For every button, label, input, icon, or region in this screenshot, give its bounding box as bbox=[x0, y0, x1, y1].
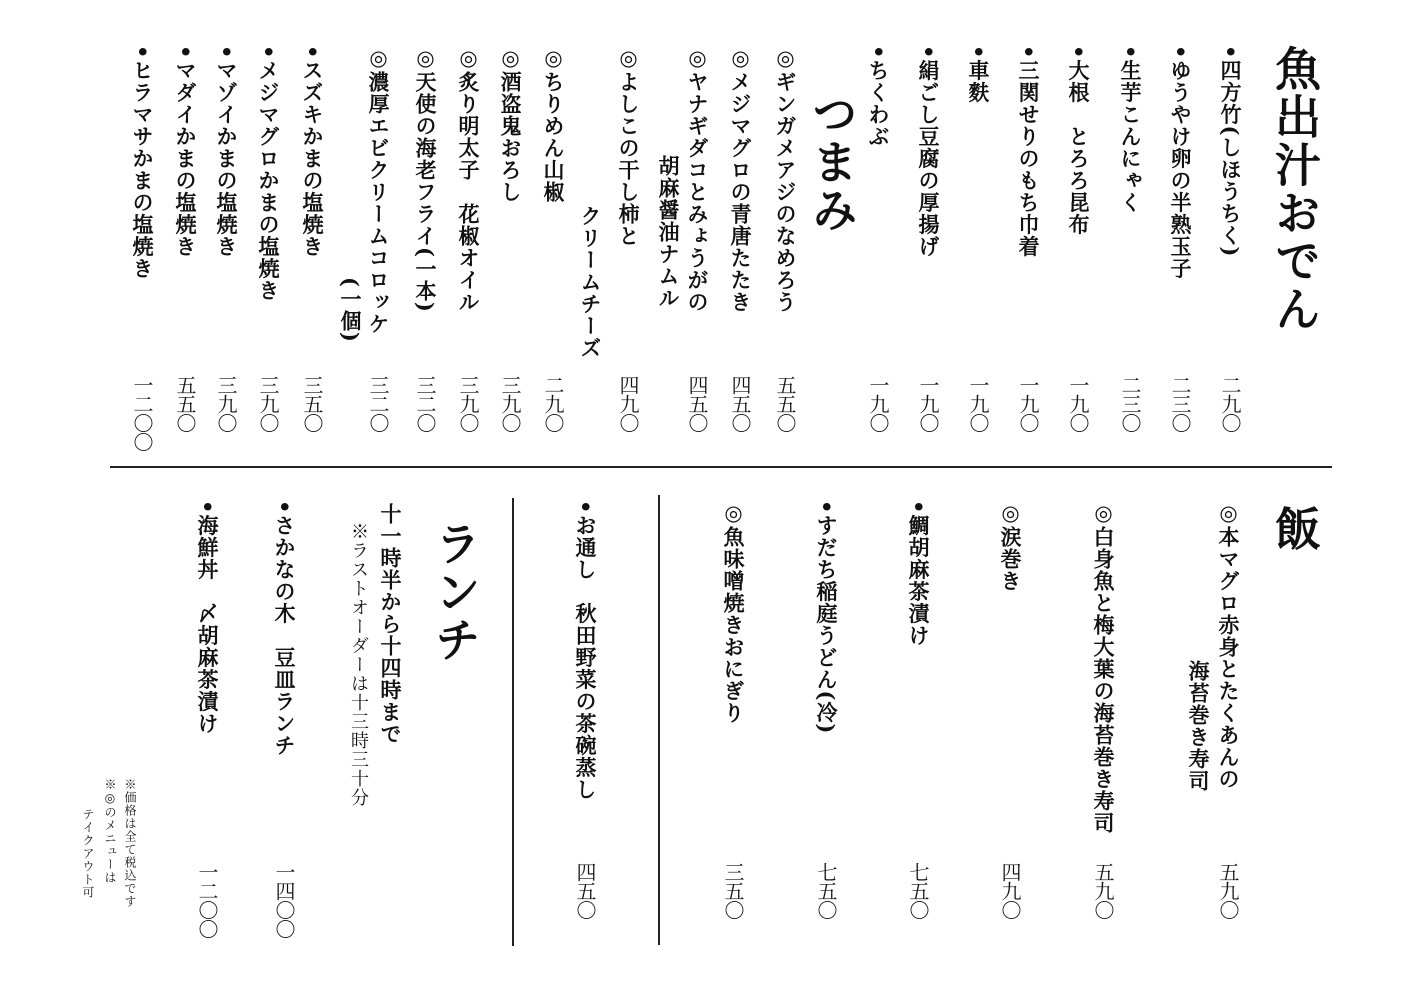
item-mark: • bbox=[573, 500, 598, 515]
menu-item-tsumami bbox=[366, 45, 390, 335]
item-marker: ◎ bbox=[498, 45, 523, 71]
item-marker: ◎ bbox=[366, 45, 391, 71]
menu-item-oden bbox=[1118, 45, 1142, 213]
item-name: 酒盗鬼おろし bbox=[498, 71, 523, 203]
item-name: マダイかまの塩焼き bbox=[173, 59, 198, 258]
section-title-lunch: ランチ bbox=[428, 520, 482, 664]
item-name: 三関せりのもち巾着 bbox=[1016, 59, 1041, 258]
menu-item-oden bbox=[1066, 45, 1090, 235]
item-name: ヒラマサかまの塩焼き bbox=[130, 59, 155, 280]
item-price: 一二〇〇 bbox=[130, 375, 154, 451]
menu-item-meshi bbox=[814, 500, 838, 734]
item-price: 三九〇 bbox=[456, 375, 480, 432]
item-marker: ◎ bbox=[616, 45, 641, 71]
item-marker: ◎ bbox=[998, 500, 1023, 526]
item-price: 四九〇 bbox=[616, 375, 640, 432]
item-price: 五九〇 bbox=[1091, 862, 1115, 919]
item-name: 本マグロ赤身とたくあんの bbox=[1216, 526, 1241, 790]
item-marker: ◎ bbox=[728, 45, 753, 71]
item-name: 魚味噌焼きおにぎり bbox=[721, 526, 746, 724]
item-price: 一九〇 bbox=[866, 375, 890, 432]
item-marker: ◎ bbox=[1091, 500, 1116, 526]
item-name-continued: 胡麻醤油ナムル bbox=[656, 155, 681, 309]
item-name: 大根 とろろ昆布 bbox=[1066, 59, 1091, 236]
item-marker: • bbox=[272, 500, 297, 515]
menu-item-meshi bbox=[998, 500, 1022, 592]
item-price: 二九〇 bbox=[1218, 375, 1242, 432]
section-divider bbox=[110, 466, 1332, 468]
item-name: スズキかまの塩焼き bbox=[300, 59, 325, 258]
item-name: 天使の海老フライ(一本) bbox=[413, 71, 438, 313]
item-marker: • bbox=[1118, 45, 1143, 60]
item-price: 五五〇 bbox=[773, 375, 797, 432]
item-price: 三九〇 bbox=[214, 375, 238, 432]
item-name: さかなの木 豆皿ランチ bbox=[272, 514, 297, 757]
item-name: 炙り明太子 花椒オイル bbox=[456, 71, 481, 313]
item-name: メジマグロかまの塩焼き bbox=[256, 59, 281, 302]
item-name: 白身魚と梅大葉の海苔巻き寿司 bbox=[1091, 526, 1116, 834]
item-name: ゆうやけ卵の半熟玉子 bbox=[1168, 59, 1193, 280]
item-marker: ◎ bbox=[685, 45, 710, 71]
menu-item-tsumami bbox=[173, 45, 197, 257]
item-price: 二三〇 bbox=[1118, 375, 1142, 432]
item-marker: • bbox=[916, 45, 941, 60]
menu-item-meshi bbox=[1216, 500, 1240, 790]
item-price: 一九〇 bbox=[966, 375, 990, 432]
item-name: ちくわぶ bbox=[866, 59, 891, 148]
section-title-meshi: 飯 bbox=[1268, 505, 1322, 553]
item-marker: • bbox=[195, 500, 220, 515]
item-marker: • bbox=[1168, 45, 1193, 60]
item-price: 五九〇 bbox=[1216, 862, 1240, 919]
menu-item-tsumami bbox=[773, 45, 797, 313]
item-price: 四五〇 bbox=[685, 375, 709, 432]
menu-item-tsumami bbox=[728, 45, 752, 313]
menu-item-lunch bbox=[272, 500, 296, 756]
item-name: 四方竹(しほうちく) bbox=[1218, 59, 1243, 258]
item-price: 四九〇 bbox=[998, 862, 1022, 919]
menu-item-tsumami bbox=[300, 45, 324, 257]
item-price: 三九〇 bbox=[498, 375, 522, 432]
menu-item-oden bbox=[1016, 45, 1040, 257]
item-price: 五五〇 bbox=[173, 375, 197, 432]
item-price: 二三〇 bbox=[1168, 375, 1192, 432]
item-name: 絹ごし豆腐の厚揚げ bbox=[916, 59, 941, 258]
menu-item-tsumami bbox=[541, 45, 565, 203]
item-price: 三五〇 bbox=[721, 862, 745, 919]
lunch-last-order: ※ラストオーダーは十三時三十分 bbox=[348, 522, 369, 807]
item-name-continued: クリームチーズ bbox=[578, 205, 603, 359]
item-name: 車麩 bbox=[966, 59, 991, 104]
menu-item-tsumami bbox=[456, 45, 480, 313]
menu-item-tsumami bbox=[256, 45, 280, 301]
menu-item-meshi bbox=[721, 500, 745, 724]
item-price: 三二〇 bbox=[366, 375, 390, 432]
note-takeout-cont: テイクアウト可 bbox=[81, 808, 95, 899]
menu-item-tsumami bbox=[413, 45, 437, 313]
menu-item-oden bbox=[1218, 45, 1242, 257]
item-price: 三九〇 bbox=[256, 375, 280, 432]
menu-item-oden bbox=[1168, 45, 1192, 279]
item-name: マゾイかまの塩焼き bbox=[214, 59, 239, 258]
menu-item-tsumami bbox=[130, 45, 154, 279]
item-marker: • bbox=[173, 45, 198, 60]
item-name: よしこの干し柿と bbox=[616, 71, 641, 247]
item-price: 四五〇 bbox=[728, 375, 752, 432]
menu-item-meshi bbox=[1091, 500, 1115, 834]
menu-item-meshi bbox=[906, 500, 930, 646]
note-tax: ※価格は全て税込です bbox=[123, 778, 137, 908]
menu-item-tsumami bbox=[685, 45, 709, 313]
menu-item-tsumami bbox=[214, 45, 238, 257]
item-marker: • bbox=[1218, 45, 1243, 60]
item-price: 三二〇 bbox=[413, 375, 437, 432]
item-name: 鯛胡麻茶漬け bbox=[906, 514, 931, 647]
item-marker: ◎ bbox=[1216, 500, 1241, 526]
section-title-tsumami: つまみ bbox=[805, 90, 859, 234]
menu-item-oden bbox=[916, 45, 940, 257]
item-marker: ◎ bbox=[721, 500, 746, 526]
lunch-hours: 十一時半から十四時まで bbox=[378, 503, 403, 745]
item-marker: • bbox=[300, 45, 325, 60]
item-marker: • bbox=[256, 45, 281, 60]
item-price: 一二〇〇 bbox=[195, 862, 219, 938]
item-name: すだち稲庭うどん(冷) bbox=[814, 514, 839, 735]
item-marker: ◎ bbox=[456, 45, 481, 71]
item-name: ギンガメアジのなめろう bbox=[773, 71, 798, 313]
menu-item-oden bbox=[966, 45, 990, 103]
item-name: 濃厚エビクリームコロッケ bbox=[366, 71, 391, 335]
item-name-continued: (一個) bbox=[338, 277, 363, 343]
section-title-oden: 魚出汁おでん bbox=[1268, 45, 1322, 333]
item-marker: ◎ bbox=[541, 45, 566, 71]
item-marker: • bbox=[214, 45, 239, 60]
item-marker: • bbox=[966, 45, 991, 60]
item-price: 七五〇 bbox=[906, 862, 930, 919]
item-price: 三五〇 bbox=[300, 375, 324, 432]
menu-item-lunch bbox=[195, 500, 219, 734]
item-marker: • bbox=[814, 500, 839, 515]
item-marker: ◎ bbox=[413, 45, 438, 71]
menu-item-tsumami bbox=[616, 45, 640, 247]
item-marker: ◎ bbox=[773, 45, 798, 71]
item-marker: • bbox=[906, 500, 931, 515]
item-marker: • bbox=[1016, 45, 1041, 60]
item-price: 一九〇 bbox=[1016, 375, 1040, 432]
menu-item-oden bbox=[866, 45, 890, 147]
menu-item-tsumami bbox=[498, 45, 522, 203]
item-name: ちりめん山椒 bbox=[541, 71, 566, 203]
item-name-continued: 海苔巻き寿司 bbox=[1186, 660, 1211, 792]
menu-item-otoshi bbox=[573, 500, 597, 800]
item-price: 一九〇 bbox=[1066, 375, 1090, 432]
item-name: メジマグロの青唐たたき bbox=[728, 71, 753, 313]
item-name: ヤナギダコとみょうがの bbox=[685, 71, 710, 313]
item-name: 海鮮丼 〆胡麻茶漬け bbox=[195, 514, 220, 735]
item-name: お通し 秋田野菜の茶碗蒸し bbox=[573, 514, 598, 801]
item-price: 七五〇 bbox=[814, 862, 838, 919]
item-price: 一四〇〇 bbox=[272, 862, 296, 938]
item-name: 生芋こんにゃく bbox=[1118, 59, 1143, 214]
column-divider bbox=[658, 495, 660, 945]
item-price: 一九〇 bbox=[916, 375, 940, 432]
item-marker: • bbox=[866, 45, 891, 60]
item-price: 二九〇 bbox=[541, 375, 565, 432]
item-name: 涙巻き bbox=[998, 526, 1023, 592]
item-marker: • bbox=[1066, 45, 1091, 60]
note-takeout: ※◎のメニューは bbox=[103, 778, 117, 884]
item-price: 四五〇 bbox=[573, 862, 597, 919]
column-divider bbox=[512, 498, 514, 946]
item-marker: • bbox=[130, 45, 155, 60]
